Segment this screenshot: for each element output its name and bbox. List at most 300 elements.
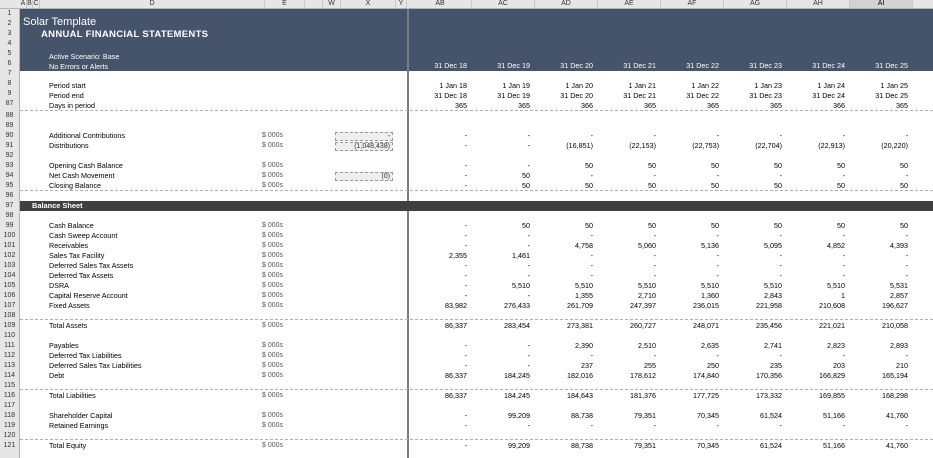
value-cell[interactable]: 51,166 <box>823 411 845 420</box>
value-cell[interactable]: 50 <box>585 161 593 170</box>
row-number[interactable]: 119 <box>3 422 16 429</box>
value-cell[interactable]: - <box>590 171 593 180</box>
value-cell[interactable]: 210,608 <box>819 301 845 310</box>
value-cell[interactable]: 273,381 <box>567 321 593 330</box>
value-cell[interactable]: 181,376 <box>630 391 656 400</box>
value-cell[interactable]: 50 <box>522 181 530 190</box>
row-label: Net Cash Movement <box>49 171 115 180</box>
value-cell[interactable]: - <box>590 251 593 260</box>
value-cell[interactable]: - <box>716 231 719 240</box>
period-days-cell[interactable]: 365 <box>455 101 467 110</box>
value-cell[interactable]: 50 <box>900 161 908 170</box>
row-unit: $ 000s <box>262 372 284 379</box>
value-cell[interactable]: 86,337 <box>445 321 467 330</box>
column-header[interactable]: B <box>27 0 32 7</box>
period-days-cell[interactable]: 365 <box>518 101 530 110</box>
value-cell[interactable]: 41,760 <box>886 441 908 450</box>
value-cell[interactable]: (22,153) <box>629 141 656 150</box>
value-cell[interactable]: 2,893 <box>890 341 908 350</box>
row-number[interactable]: 94 <box>5 172 14 179</box>
row-number[interactable]: 3 <box>7 30 12 37</box>
value-cell[interactable]: - <box>464 231 467 240</box>
value-cell[interactable]: 99,209 <box>508 441 530 450</box>
sheet-title: ANNUAL FINANCIAL STATEMENTS <box>41 29 209 40</box>
input-cell[interactable]: - <box>335 132 393 141</box>
value-cell[interactable]: (20,220) <box>881 141 908 150</box>
value-cell[interactable]: - <box>653 171 656 180</box>
row-label: Debt <box>49 371 65 380</box>
value-cell[interactable]: - <box>905 271 908 280</box>
column-header[interactable]: AF <box>661 0 724 8</box>
row-number[interactable]: 114 <box>3 372 16 379</box>
value-cell[interactable]: - <box>464 291 467 300</box>
column-header[interactable]: W <box>323 0 341 8</box>
value-cell[interactable]: - <box>527 361 530 370</box>
value-cell[interactable]: 5,510 <box>701 281 719 290</box>
row-number[interactable]: 105 <box>3 282 16 289</box>
value-cell[interactable]: - <box>527 161 530 170</box>
row-number[interactable]: 109 <box>3 322 16 329</box>
value-cell[interactable]: - <box>779 351 782 360</box>
value-cell[interactable]: (16,851) <box>566 141 593 150</box>
row-number[interactable]: 1 <box>7 10 12 17</box>
value-cell[interactable]: - <box>590 271 593 280</box>
value-cell[interactable]: - <box>842 231 845 240</box>
row-label: Total Assets <box>49 321 88 330</box>
value-cell[interactable]: - <box>779 261 782 270</box>
row-number[interactable]: 9 <box>7 90 12 97</box>
row-number[interactable]: 118 <box>3 412 16 419</box>
row-separator <box>20 190 933 191</box>
column-header[interactable]: AI <box>850 0 913 8</box>
value-cell[interactable]: - <box>527 421 530 430</box>
value-cell[interactable]: - <box>716 251 719 260</box>
column-header-blank[interactable] <box>305 0 323 8</box>
value-cell[interactable]: 2,355 <box>449 251 467 260</box>
value-cell[interactable]: 184,643 <box>567 391 593 400</box>
value-cell[interactable]: - <box>905 231 908 240</box>
input-cell[interactable]: (1,048,438) <box>335 142 393 151</box>
value-cell[interactable]: - <box>716 421 719 430</box>
period-end-cell[interactable]: 31 Dec 25 <box>875 91 908 100</box>
value-cell[interactable]: 70,345 <box>697 441 719 450</box>
value-cell[interactable]: 182,016 <box>567 371 593 380</box>
row-number[interactable]: 116 <box>3 392 16 399</box>
value-cell[interactable]: - <box>527 131 530 140</box>
value-cell[interactable]: 50 <box>585 221 593 230</box>
value-cell[interactable]: - <box>464 421 467 430</box>
value-cell[interactable]: - <box>716 131 719 140</box>
value-cell[interactable]: 70,345 <box>697 411 719 420</box>
value-cell[interactable]: 170,356 <box>756 371 782 380</box>
value-cell[interactable]: 50 <box>774 221 782 230</box>
column-header[interactable]: Y <box>396 0 407 8</box>
row-label: Opening Cash Balance <box>49 161 123 170</box>
value-cell[interactable]: 184,245 <box>504 391 530 400</box>
value-cell[interactable]: 5,510 <box>575 281 593 290</box>
value-cell[interactable]: 2,741 <box>764 341 782 350</box>
value-cell[interactable]: - <box>464 351 467 360</box>
value-cell[interactable]: 283,454 <box>504 321 530 330</box>
period-start-cell[interactable]: 1 Jan 20 <box>565 81 593 90</box>
value-cell[interactable]: - <box>653 251 656 260</box>
row-number[interactable]: 108 <box>3 312 16 319</box>
value-cell[interactable]: 2,857 <box>890 291 908 300</box>
value-cell[interactable]: 5,510 <box>827 281 845 290</box>
value-cell[interactable]: - <box>842 251 845 260</box>
value-cell[interactable]: - <box>905 171 908 180</box>
column-header[interactable]: X <box>341 0 396 8</box>
value-cell[interactable]: - <box>842 271 845 280</box>
period-date-header: 31 Dec 18 <box>434 61 467 70</box>
value-cell[interactable]: 196,627 <box>882 301 908 310</box>
value-cell[interactable]: 50 <box>648 161 656 170</box>
value-cell[interactable]: 5,060 <box>638 241 656 250</box>
value-cell[interactable]: 50 <box>585 181 593 190</box>
row-number[interactable]: 115 <box>3 382 16 389</box>
column-header[interactable]: AE <box>598 0 661 8</box>
value-cell[interactable]: 50 <box>522 221 530 230</box>
value-cell[interactable]: - <box>905 421 908 430</box>
value-cell[interactable]: 248,071 <box>693 321 719 330</box>
value-cell[interactable]: (22,704) <box>755 141 782 150</box>
period-start-cell[interactable]: 1 Jan 24 <box>817 81 845 90</box>
row-number[interactable]: 90 <box>5 132 14 139</box>
value-cell[interactable]: 276,433 <box>504 301 530 310</box>
value-cell[interactable]: - <box>464 161 467 170</box>
value-cell[interactable]: - <box>653 271 656 280</box>
value-cell[interactable]: 250 <box>707 361 719 370</box>
row-unit: $ 000s <box>262 172 284 179</box>
value-cell[interactable]: - <box>779 271 782 280</box>
column-header[interactable]: AG <box>724 0 787 8</box>
column-header[interactable]: AH <box>787 0 850 8</box>
value-cell[interactable]: 235,456 <box>756 321 782 330</box>
row-number[interactable]: 106 <box>3 292 16 299</box>
value-cell[interactable]: 221,958 <box>756 301 782 310</box>
value-cell[interactable]: - <box>464 241 467 250</box>
value-cell[interactable]: - <box>653 261 656 270</box>
value-cell[interactable]: 2,635 <box>701 341 719 350</box>
value-cell[interactable]: 178,612 <box>630 371 656 380</box>
value-cell[interactable]: 210 <box>896 361 908 370</box>
column-header[interactable]: D <box>40 0 265 8</box>
period-end-cell[interactable]: 31 Dec 18 <box>434 91 467 100</box>
row-number[interactable]: 6 <box>7 60 12 67</box>
value-cell[interactable]: 50 <box>648 221 656 230</box>
column-header[interactable]: C <box>33 0 39 7</box>
value-cell[interactable]: (22,913) <box>818 141 845 150</box>
value-cell[interactable]: 99,209 <box>508 411 530 420</box>
value-cell[interactable]: - <box>464 271 467 280</box>
row-label: Sales Tax Facility <box>49 251 105 260</box>
row-label: Deferred Tax Assets <box>49 271 114 280</box>
period-start-cell[interactable]: 1 Jan 25 <box>880 81 908 90</box>
value-cell[interactable]: 1,461 <box>512 251 530 260</box>
value-cell[interactable]: - <box>716 261 719 270</box>
value-cell[interactable]: 50 <box>774 161 782 170</box>
value-cell[interactable]: 261,709 <box>567 301 593 310</box>
value-cell[interactable]: - <box>464 411 467 420</box>
value-cell[interactable]: - <box>464 171 467 180</box>
value-cell[interactable]: - <box>905 351 908 360</box>
value-cell[interactable]: 50 <box>900 221 908 230</box>
period-days-cell[interactable]: 365 <box>896 101 908 110</box>
value-cell[interactable]: 260,727 <box>630 321 656 330</box>
value-cell[interactable]: 79,351 <box>634 441 656 450</box>
value-cell[interactable]: 184,245 <box>504 371 530 380</box>
period-end-cell[interactable]: 31 Dec 21 <box>623 91 656 100</box>
row-number[interactable]: 5 <box>7 50 12 57</box>
value-cell[interactable]: 61,524 <box>760 411 782 420</box>
value-cell[interactable]: 86,337 <box>445 371 467 380</box>
row-number[interactable]: 87 <box>5 100 14 107</box>
period-days-cell[interactable]: 365 <box>770 101 782 110</box>
row-number[interactable]: 91 <box>5 142 14 149</box>
value-cell[interactable]: 255 <box>644 361 656 370</box>
value-cell[interactable]: 5,531 <box>890 281 908 290</box>
value-cell[interactable]: - <box>779 251 782 260</box>
row-number[interactable]: 97 <box>5 202 14 209</box>
row-unit: $ 000s <box>262 392 284 399</box>
value-cell[interactable]: 50 <box>837 181 845 190</box>
value-cell[interactable]: 165,194 <box>882 371 908 380</box>
value-cell[interactable]: 4,393 <box>890 241 908 250</box>
row-label: Deferred Sales Tax Assets <box>49 261 134 270</box>
value-cell[interactable]: 50 <box>648 181 656 190</box>
row-separator <box>20 319 933 320</box>
row-number[interactable]: 96 <box>5 192 14 199</box>
value-cell[interactable]: - <box>527 241 530 250</box>
value-cell[interactable]: 83,982 <box>445 301 467 310</box>
period-start-cell[interactable]: 1 Jan 19 <box>502 81 530 90</box>
value-cell[interactable]: 235 <box>770 361 782 370</box>
value-cell[interactable]: 61,524 <box>760 441 782 450</box>
row-number[interactable]: 120 <box>3 432 16 439</box>
value-cell[interactable]: - <box>842 421 845 430</box>
value-cell[interactable]: - <box>779 421 782 430</box>
column-header[interactable]: AC <box>472 0 535 8</box>
row-unit: $ 000s <box>262 182 284 189</box>
value-cell[interactable]: 2,510 <box>638 341 656 350</box>
period-end-cell[interactable]: 31 Dec 24 <box>812 91 845 100</box>
value-cell[interactable]: - <box>527 271 530 280</box>
value-cell[interactable]: 237 <box>581 361 593 370</box>
row-unit: $ 000s <box>262 262 284 269</box>
value-cell[interactable]: - <box>527 291 530 300</box>
value-cell[interactable]: - <box>590 131 593 140</box>
value-cell[interactable]: (22,753) <box>692 141 719 150</box>
value-cell[interactable]: 203 <box>833 361 845 370</box>
value-cell[interactable]: - <box>527 261 530 270</box>
value-cell[interactable]: 166,829 <box>819 371 845 380</box>
column-header[interactable]: A <box>20 0 26 7</box>
value-cell[interactable]: - <box>464 181 467 190</box>
value-cell[interactable]: 2,390 <box>575 341 593 350</box>
value-cell[interactable]: 4,852 <box>827 241 845 250</box>
row-number[interactable]: 98 <box>5 212 14 219</box>
column-header[interactable]: AD <box>535 0 598 8</box>
period-days-cell[interactable]: 365 <box>707 101 719 110</box>
row-unit: $ 000s <box>262 252 284 259</box>
value-cell[interactable]: 168,298 <box>882 391 908 400</box>
value-cell[interactable]: 51,166 <box>823 441 845 450</box>
value-cell[interactable]: - <box>464 141 467 150</box>
value-cell[interactable]: 236,015 <box>693 301 719 310</box>
value-cell[interactable]: - <box>716 351 719 360</box>
value-cell[interactable]: - <box>842 351 845 360</box>
value-cell[interactable]: 1,360 <box>701 291 719 300</box>
value-cell[interactable]: 2,710 <box>638 291 656 300</box>
value-cell[interactable]: 50 <box>837 161 845 170</box>
value-cell[interactable]: - <box>464 261 467 270</box>
period-start-cell[interactable]: 1 Jan 18 <box>439 81 467 90</box>
row-number[interactable]: 93 <box>5 162 14 169</box>
value-cell[interactable]: - <box>653 421 656 430</box>
row-number[interactable]: 101 <box>3 242 16 249</box>
row-unit: $ 000s <box>262 222 284 229</box>
value-cell[interactable]: 50 <box>711 221 719 230</box>
value-cell[interactable]: - <box>716 171 719 180</box>
row-number[interactable]: 121 <box>3 442 16 449</box>
value-cell[interactable]: 50 <box>711 181 719 190</box>
row-label: Total Equity <box>49 441 87 450</box>
period-end-cell[interactable]: 31 Dec 23 <box>749 91 782 100</box>
period-start-cell[interactable]: 1 Jan 22 <box>691 81 719 90</box>
row-number[interactable]: 107 <box>3 302 16 309</box>
period-end-cell[interactable]: 31 Dec 19 <box>497 91 530 100</box>
value-cell[interactable]: 5,095 <box>764 241 782 250</box>
row-number[interactable]: 113 <box>3 362 16 369</box>
period-start-cell[interactable]: 1 Jan 23 <box>754 81 782 90</box>
value-cell[interactable]: - <box>590 421 593 430</box>
value-cell[interactable]: - <box>590 261 593 270</box>
row-number[interactable]: 7 <box>7 70 12 77</box>
value-cell[interactable]: 50 <box>837 221 845 230</box>
value-cell[interactable]: 5,510 <box>638 281 656 290</box>
value-cell[interactable]: - <box>905 251 908 260</box>
value-cell[interactable]: - <box>716 271 719 280</box>
value-cell[interactable]: 169,855 <box>819 391 845 400</box>
period-end-cell[interactable]: 31 Dec 22 <box>686 91 719 100</box>
value-cell[interactable]: - <box>590 231 593 240</box>
period-days-cell[interactable]: 365 <box>644 101 656 110</box>
value-cell[interactable]: 5,136 <box>701 241 719 250</box>
row-label: Deferred Sales Tax Liabilities <box>49 361 142 370</box>
row-label: Deferred Tax Liabilities <box>49 351 122 360</box>
value-cell[interactable]: 174,840 <box>693 371 719 380</box>
row-number[interactable]: 110 <box>3 332 16 339</box>
balance-sheet-section <box>20 201 933 211</box>
period-days-cell[interactable]: 366 <box>581 101 593 110</box>
value-cell[interactable]: 50 <box>774 181 782 190</box>
row-number[interactable]: 111 <box>4 342 15 349</box>
period-days-cell[interactable]: 366 <box>833 101 845 110</box>
row-number[interactable]: 117 <box>3 402 16 409</box>
row-number[interactable]: 102 <box>3 252 16 259</box>
value-cell[interactable]: - <box>464 131 467 140</box>
value-cell[interactable]: - <box>779 131 782 140</box>
value-cell[interactable]: 5,510 <box>764 281 782 290</box>
value-cell[interactable]: 50 <box>711 161 719 170</box>
value-cell[interactable]: 2,823 <box>827 341 845 350</box>
row-number[interactable]: 89 <box>5 122 14 129</box>
value-cell[interactable]: - <box>527 351 530 360</box>
value-cell[interactable]: 2,843 <box>764 291 782 300</box>
value-cell[interactable]: 210,058 <box>882 321 908 330</box>
period-start-cell[interactable]: 1 Jan 21 <box>628 81 656 90</box>
value-cell[interactable]: 221,021 <box>819 321 845 330</box>
value-cell[interactable]: 173,332 <box>756 391 782 400</box>
column-header-bar <box>0 0 933 9</box>
value-cell[interactable]: - <box>590 351 593 360</box>
row-unit: $ 000s <box>262 302 284 309</box>
value-cell[interactable]: 5,510 <box>512 281 530 290</box>
value-cell[interactable]: 86,337 <box>445 391 467 400</box>
row-number[interactable]: 2 <box>7 20 12 27</box>
value-cell[interactable]: 4,758 <box>575 241 593 250</box>
value-cell[interactable]: - <box>464 441 467 450</box>
value-cell[interactable]: - <box>842 131 845 140</box>
period-date-header: 31 Dec 24 <box>812 61 845 70</box>
value-cell[interactable]: 177,725 <box>693 391 719 400</box>
row-unit: $ 000s <box>262 442 284 449</box>
value-cell[interactable]: 1,355 <box>575 291 593 300</box>
value-cell[interactable]: - <box>527 231 530 240</box>
input-cell[interactable]: (0) <box>335 172 393 181</box>
value-cell[interactable]: - <box>464 221 467 230</box>
value-cell[interactable]: 50 <box>900 181 908 190</box>
row-unit: $ 000s <box>262 142 284 149</box>
row-number[interactable]: 104 <box>3 272 16 279</box>
value-cell[interactable]: - <box>779 171 782 180</box>
row-number[interactable]: 112 <box>3 352 16 359</box>
value-cell[interactable]: 50 <box>522 171 530 180</box>
row-number[interactable]: 88 <box>5 112 14 119</box>
value-cell[interactable]: - <box>779 231 782 240</box>
column-header[interactable]: AB <box>409 0 472 8</box>
row-number[interactable]: 8 <box>7 80 12 87</box>
value-cell[interactable]: - <box>527 341 530 350</box>
value-cell[interactable]: 41,760 <box>886 411 908 420</box>
row-number[interactable]: 95 <box>5 182 14 189</box>
row-number[interactable]: 4 <box>7 40 12 47</box>
value-cell[interactable]: 247,397 <box>630 301 656 310</box>
value-cell[interactable]: - <box>842 171 845 180</box>
row-number[interactable]: 99 <box>5 222 14 229</box>
value-cell[interactable]: 1 <box>841 291 845 300</box>
value-cell[interactable]: - <box>464 361 467 370</box>
value-cell[interactable]: 79,351 <box>634 411 656 420</box>
row-number[interactable]: 92 <box>5 152 14 159</box>
value-cell[interactable]: - <box>653 351 656 360</box>
value-cell[interactable]: 88,738 <box>571 441 593 450</box>
value-cell[interactable]: - <box>905 261 908 270</box>
days-in-period-label: Days in period <box>49 101 95 110</box>
value-cell[interactable]: - <box>464 341 467 350</box>
row-number[interactable]: 100 <box>3 232 16 239</box>
period-end-cell[interactable]: 31 Dec 20 <box>560 91 593 100</box>
value-cell[interactable]: - <box>653 231 656 240</box>
value-cell[interactable]: - <box>653 131 656 140</box>
value-cell[interactable]: - <box>842 261 845 270</box>
value-cell[interactable]: 88,738 <box>571 411 593 420</box>
value-cell[interactable]: - <box>527 141 530 150</box>
row-number[interactable]: 103 <box>3 262 16 269</box>
value-cell[interactable]: - <box>905 131 908 140</box>
value-cell[interactable]: - <box>464 281 467 290</box>
column-header[interactable]: E <box>265 0 305 8</box>
